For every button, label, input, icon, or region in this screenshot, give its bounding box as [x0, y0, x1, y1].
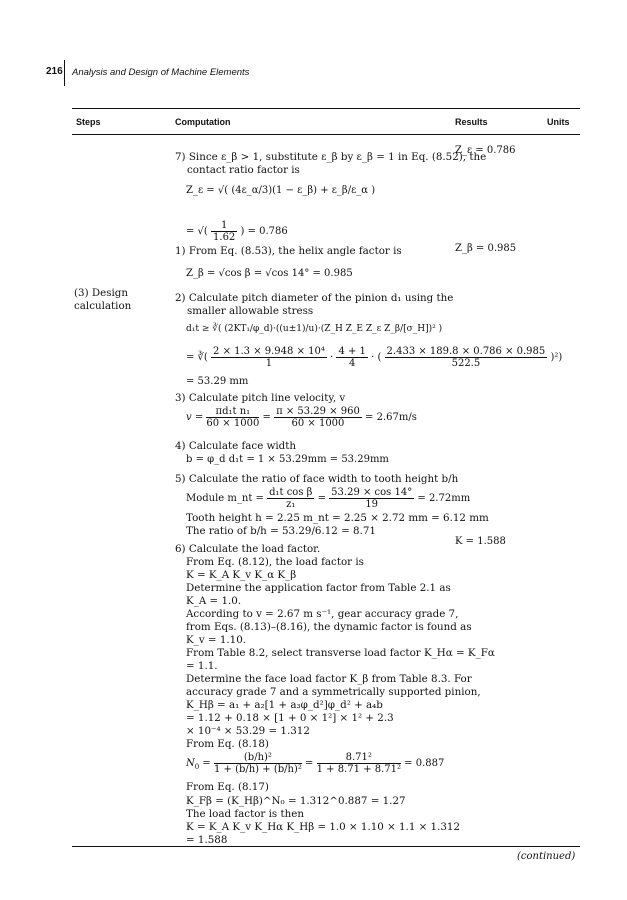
continued-note: (continued) — [517, 851, 576, 862]
computation-line: From Eq. (8.18) — [186, 738, 269, 750]
equation: = √( $\frac{1}{1.62}$ ) = 0.786 — [186, 220, 288, 243]
frac-den: 1 + 8.71 + 8.71² — [316, 764, 401, 775]
computation-line: K_A = 1.0. — [186, 595, 242, 607]
computation-line: 5) Calculate the ratio of face width to tooth height b/h — [175, 473, 459, 485]
computation-line: 2) Calculate pitch diameter of the pinion d₁ using the — [175, 292, 454, 304]
step-label: (3) Design — [74, 287, 129, 299]
computation-line: 3) Calculate pitch line velocity, v — [175, 392, 346, 404]
equation: d₁t ≥ ∛( (2KT₁/φ_d)·((u±1)/u)·(Z_H Z_E Z_ε Z_β/[σ_H])² ) — [186, 324, 443, 334]
computation-line: × 10⁻⁴ × 53.29 = 1.312 — [186, 725, 310, 737]
step-label: calculation — [74, 300, 132, 312]
computation-line: accuracy grade 7 and a symmetrically supported pinion, — [186, 686, 481, 698]
frac-num: 1 — [211, 220, 237, 232]
frac-num: 2.433 × 189.8 × 0.786 × 0.985 — [386, 346, 546, 357]
computation-line: The ratio of b/h = 53.29/6.12 = 8.71 — [186, 525, 376, 537]
page-number: 216 — [46, 66, 63, 77]
frac-num: 2 × 1.3 × 9.948 × 10⁴ — [213, 346, 325, 357]
computation-line: = 1.588 — [186, 834, 228, 846]
frac-den: z₁ — [286, 499, 296, 510]
frac-num: 53.29 × cos 14° — [331, 487, 413, 498]
equation-result: = 53.29 mm — [186, 376, 249, 387]
equation-result: = 0.887 — [404, 758, 445, 769]
frac-den: 19 — [365, 499, 379, 510]
equation: Z_ε = √( (4ε_α/3)(1 − ε_β) + ε_β/ε_α ) — [186, 185, 376, 196]
col-steps: Steps — [76, 117, 101, 127]
computation-line: from Eqs. (8.13)–(8.16), the dynamic factor is found as — [186, 621, 472, 633]
frac-den: 4 — [348, 358, 356, 369]
equation: b = φ_d d₁t = 1 × 53.29mm = 53.29mm — [186, 454, 389, 465]
frac-den: 60 × 1000 — [291, 418, 345, 429]
computation-line: From Table 8.2, select transverse load factor K_Hα = K_Fα — [186, 647, 495, 659]
frac-num: 8.71² — [317, 752, 401, 764]
col-units: Units — [547, 117, 570, 127]
computation-line: smaller allowable stress — [187, 305, 314, 317]
computation-line: 4) Calculate face width — [175, 440, 297, 452]
computation-line: Determine the face load factor K_β from Table 8.3. For — [186, 673, 472, 685]
frac-den: 1 + (b/h) + (b/h)² — [213, 764, 302, 775]
computation-line: = 1.12 + 0.18 × [1 + 0 × 1²] × 1² + 2.3 — [186, 712, 394, 724]
frac-den: 1 — [265, 358, 273, 369]
computation-line: contact ratio factor is — [187, 164, 300, 176]
computation-line: K_Fβ = (K_Hβ)^N₀ = 1.312^0.887 = 1.27 — [186, 795, 406, 807]
frac-num: (b/h)² — [214, 752, 302, 764]
frac-den: 1.62 — [213, 232, 236, 243]
computation-line: = 1.1. — [186, 660, 218, 672]
computation-line: K = K_A K_v K_α K_β — [186, 569, 297, 581]
header-divider — [64, 60, 65, 86]
equation: Module m_nt = $\frac{\text{d₁t cos β}}{\text{z₁}}$ = $\frac{53.29 \times \cos 14^\circ}{19}$ = 2.72mm — [186, 487, 471, 510]
frac-num: π × 53.29 × 960 — [276, 406, 360, 417]
table-top-rule — [72, 108, 580, 109]
computation-line: 1) From Eq. (8.53), the helix angle factor is — [175, 245, 402, 257]
frac-num: d₁t cos β — [269, 487, 313, 498]
frac-num: 4 + 1 — [338, 346, 366, 357]
table-bottom-rule — [72, 846, 580, 847]
col-computation: Computation — [175, 117, 231, 127]
equation: = ∛( $\frac{\text{2 × 1.3 × 9.948 × 10⁴}}{1}$ · $\frac{4 + 1}{4}$ · ( $\frac{2.433 \times 189.8 \times 0.786 \times 0.985}{522.5}$ )²) — [186, 346, 563, 369]
equation: v = $\frac{\text{πd₁t n₁}}{60 \times 1000}$ = $\frac{\pi \times 53.29 \times 960}{60 \times 1000}$ = 2.67m/s — [186, 406, 417, 429]
computation-line: From Eq. (8.17) — [186, 781, 269, 793]
equation: Z_β = √cos β = √cos 14° = 0.985 — [186, 268, 353, 279]
computation-line: According to v = 2.67 m s⁻¹, gear accuracy grade 7, — [186, 608, 459, 620]
equation-label: Module m_nt = — [186, 493, 264, 504]
equation-result: = 0.786 — [247, 226, 288, 237]
frac-den: 522.5 — [451, 358, 481, 369]
frac-num: πd₁t n₁ — [206, 406, 259, 418]
result-k: K = 1.588 — [455, 536, 506, 547]
table-header-rule — [72, 134, 580, 135]
result-z-epsilon: Z_ε = 0.786 — [455, 145, 516, 156]
computation-line: The load factor is then — [186, 808, 304, 820]
computation-line: Determine the application factor from Table 2.1 as — [186, 582, 451, 594]
computation-line: K = K_A K_v K_Hα K_Hβ = 1.0 × 1.10 × 1.1 × 1.312 — [186, 821, 461, 833]
computation-line: 6) Calculate the load factor. — [175, 543, 321, 555]
running-title: Analysis and Design of Machine Elements — [72, 67, 250, 78]
result-z-beta: Z_β = 0.985 — [455, 243, 517, 254]
equation-result: = 2.72mm — [417, 493, 471, 504]
equation-result: = 2.67m/s — [365, 412, 417, 423]
computation-line: From Eq. (8.12), the load factor is — [186, 556, 364, 568]
computation-line: K_Hβ = a₁ + a₂[1 + a₃φ_d²]φ_d² + a₄b — [186, 699, 383, 711]
computation-line: Tooth height h = 2.25 m_nt = 2.25 × 2.72 mm = 6.12 mm — [186, 512, 489, 524]
equation: $N_0$ = $\frac{\text{(b/h)²}}{\text{1 + (b/h) + (b/h)²}}$ = $\frac{\text{8.71²}}{\text{1 + 8.71 + 8.71²}}$ = 0.887 — [186, 752, 445, 775]
computation-line: K_v = 1.10. — [186, 634, 247, 646]
computation-line: 7) Since ε_β > 1, substitute ε_β by ε_β = 1 in Eq. (8.52), the — [175, 151, 487, 163]
frac-den: 60 × 1000 — [206, 418, 260, 429]
col-results: Results — [455, 117, 488, 127]
